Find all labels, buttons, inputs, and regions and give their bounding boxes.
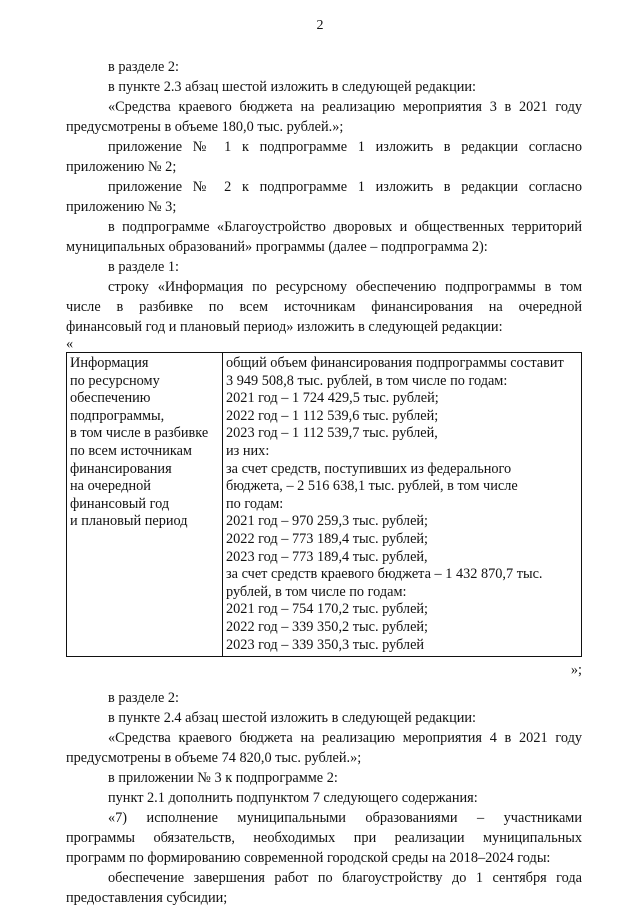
paragraph-continuation: муниципальных образований» программы (далее – подпрограмма 2):: [66, 239, 488, 255]
paragraph: пункт 2.1 дополнить подпунктом 7 следующего содержания:: [108, 790, 478, 807]
table-value-line: из них:: [226, 442, 270, 459]
paragraph-continuation: предусмотрены в объеме 180,0 тыс. рублей.»;: [66, 119, 344, 135]
paragraph-continuation: числе в разбивке по всем источникам финансирования на очередной: [66, 299, 582, 315]
paragraph: в приложении № 3 к подпрограмме 2:: [108, 770, 338, 787]
table-value-line: 2022 год – 1 112 539,6 тыс. рублей;: [226, 407, 439, 424]
table-label-line: по ресурсному: [70, 372, 160, 389]
paragraph-continuation: предусмотрены в объеме 74 820,0 тыс. рублей.»;: [66, 750, 362, 767]
table-closing-quote: »;: [570, 662, 582, 679]
table-label-line: и плановый период: [70, 513, 188, 530]
paragraph-continuation: приложению № 3;: [66, 199, 177, 215]
paragraph: в пункте 2.4 абзац шестой изложить в следующей редакции:: [108, 710, 477, 727]
table-cell-value: [223, 353, 582, 657]
paragraph: «Средства краевого бюджета на реализацию мероприятия 3 в 2021 году: [108, 99, 582, 115]
paragraph: приложение № 2 к подпрограмме 1 изложить в редакции согласно: [108, 179, 582, 195]
table-value-line: 2022 год – 773 189,4 тыс. рублей;: [226, 530, 429, 547]
amendments-bottom: [66, 689, 582, 907]
table-value-line: 2021 год – 970 259,3 тыс. рублей;: [226, 513, 429, 530]
table-opening-quote: «: [66, 336, 74, 352]
resource-info-table: [66, 352, 582, 657]
table-label-line: финансирования: [70, 460, 172, 477]
table-value-line: 2021 год – 754 170,2 тыс. рублей;: [226, 601, 429, 618]
amendments-top: [66, 58, 582, 336]
paragraph: «Средства краевого бюджета на реализацию мероприятия 4 в 2021 году: [108, 730, 582, 747]
table-value-line: 2023 год – 339 350,3 тыс. рублей: [226, 636, 425, 653]
table-value-line: 2021 год – 1 724 429,5 тыс. рублей;: [226, 390, 439, 407]
table-label-line: финансовый год: [70, 495, 170, 512]
paragraph-continuation: приложению № 2;: [66, 159, 177, 175]
table-label-line: в том числе в разбивке: [70, 425, 209, 442]
paragraph: обеспечение завершения работ по благоустройству до 1 сентября года: [108, 870, 582, 887]
paragraph-continuation: финансовый год и плановый период» изложить в следующей редакции:: [66, 319, 503, 335]
table-row: [67, 353, 582, 657]
paragraph: строку «Информация по ресурсному обеспечению подпрограммы в том: [108, 279, 582, 295]
table-label-line: на очередной: [70, 478, 151, 495]
paragraph: в разделе 2:: [108, 59, 180, 75]
table-label-line: подпрограммы,: [70, 407, 165, 424]
paragraph: в пункте 2.3 абзац шестой изложить в следующей редакции:: [108, 79, 477, 95]
table-value-line: за счет средств, поступивших из федерального: [226, 460, 512, 477]
table-value-line: бюджета, – 2 516 638,1 тыс. рублей, в том числе: [226, 478, 518, 495]
paragraph-continuation: программы обязательств, необходимых при реализации муниципальных: [66, 830, 582, 847]
table-value-line: 2022 год – 339 350,2 тыс. рублей;: [226, 618, 429, 635]
document-body: [66, 58, 582, 909]
table-value-line: за счет средств краевого бюджета – 1 432 870,7 тыс.: [226, 566, 543, 583]
paragraph: «7) исполнение муниципальными образованиями – участниками: [108, 810, 582, 827]
table-value-line: рублей, в том числе по годам:: [226, 583, 407, 600]
paragraph: в разделе 2:: [108, 690, 180, 707]
paragraph: в разделе 1:: [108, 259, 180, 275]
table-cell-label: [67, 353, 223, 657]
table-label-line: Информация: [70, 355, 149, 371]
table-label-line: обеспечению: [70, 390, 151, 407]
table-value-line: 2023 год – 1 112 539,7 тыс. рублей,: [226, 425, 438, 442]
table-value-line: 2023 год – 773 189,4 тыс. рублей,: [226, 548, 428, 565]
table-value-line: 3 949 508,8 тыс. рублей, в том числе по годам:: [226, 372, 508, 389]
paragraph-continuation: программ по формированию современной городской среды на 2018–2024 годы:: [66, 850, 551, 867]
page-number: 2: [316, 18, 324, 33]
paragraph-continuation: предоставления субсидии;: [66, 890, 228, 907]
table-value-line: общий объем финансирования подпрограммы составит: [226, 355, 564, 371]
paragraph: приложение № 1 к подпрограмме 1 изложить в редакции согласно: [108, 139, 582, 155]
table-label-line: по всем источникам: [70, 442, 192, 459]
table-value-line: по годам:: [226, 495, 284, 512]
paragraph: в подпрограмме «Благоустройство дворовых и общественных территорий: [108, 219, 582, 235]
